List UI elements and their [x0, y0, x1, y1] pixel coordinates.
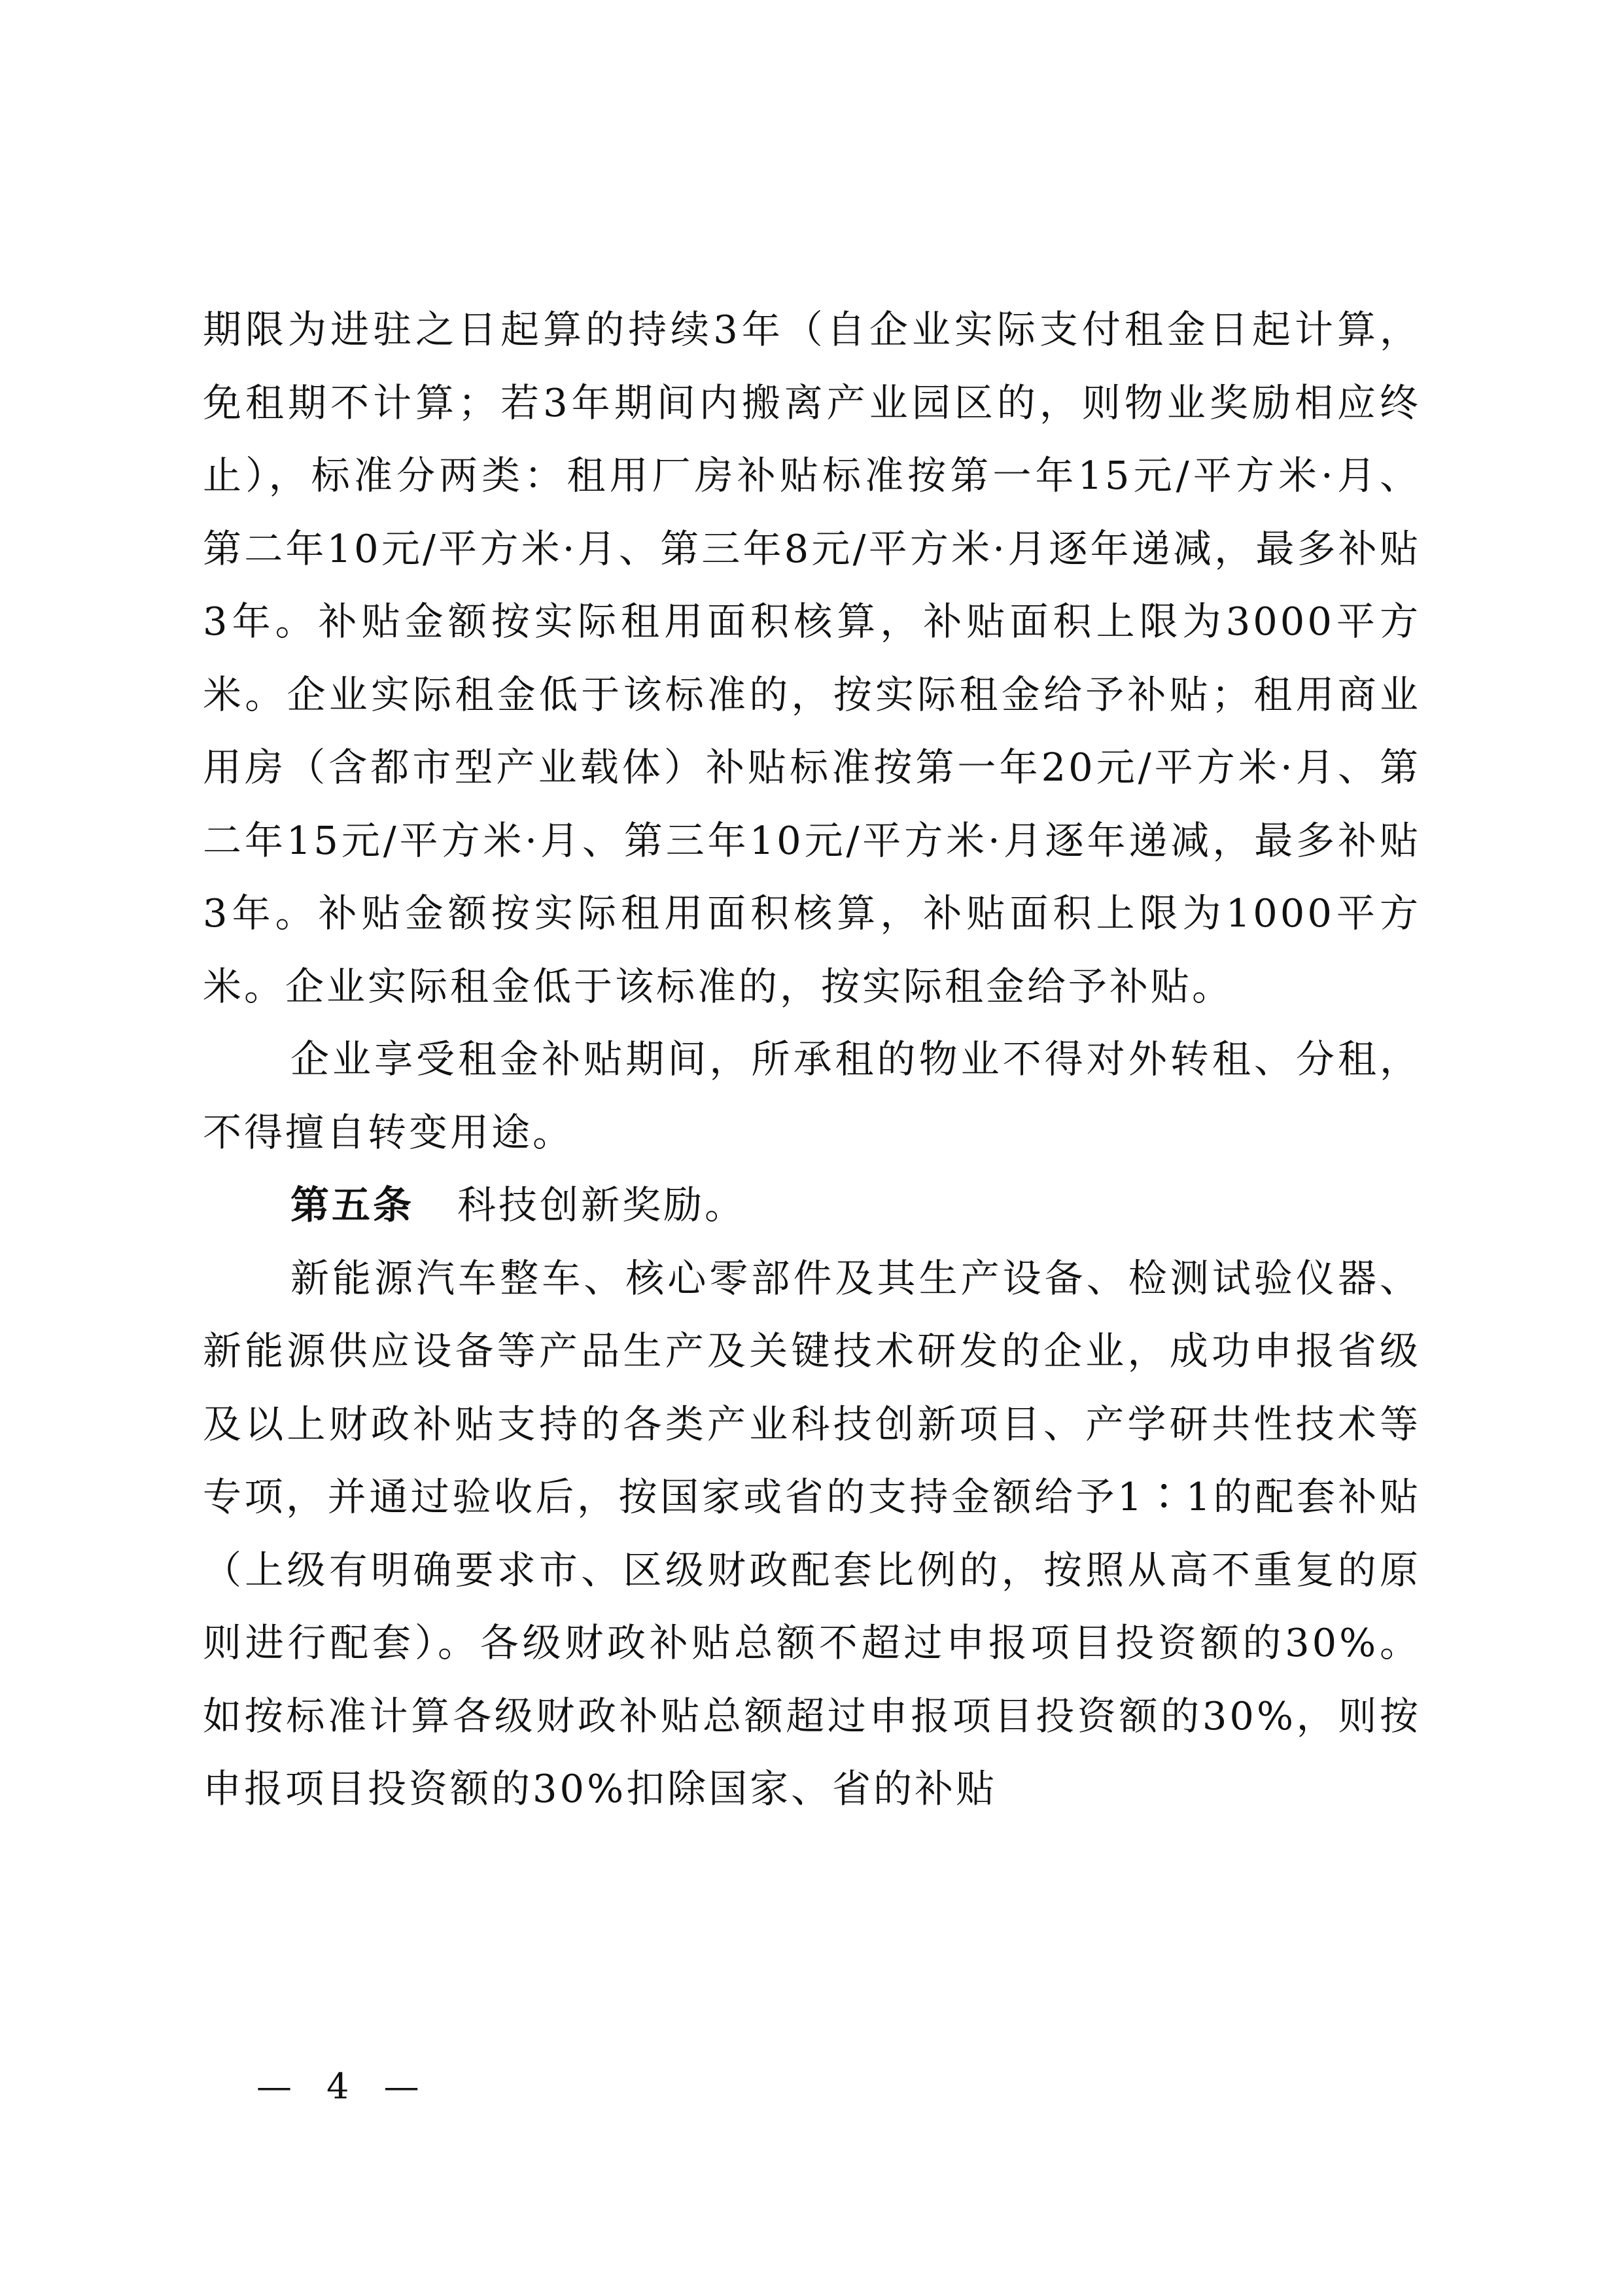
paragraph-rent-subsidy-restriction: 企业享受租金补贴期间，所承租的物业不得对外转租、分租，不得擅自转变用途。	[203, 1036, 1421, 1155]
paragraph-tech-innovation-reward: 新能源汽车整车、核心零部件及其生产设备、检测试验仪器、新能源供应设备等产品生产及关键技术研发的企业，成功申报省级及以上财政补贴支持的各类产业科技创新项目、产学研共性技术等专项，并通过验收后，按国家或省的支持金额给予1∶1的配套补贴（上级有明确要求市、区级财政配套比例的，按照从高不重复的原则进行配套）。各级财政补贴总额不超过申报项目投资额的30%。如按标准计算各级财政补贴总额超过申报项目投资额的30%，则按申报项目投资额的30%扣除国家、省的补贴	[203, 1255, 1421, 1811]
article-five-heading	[203, 1169, 1421, 1242]
page-number: — 4 —	[256, 2066, 431, 2107]
document-body	[203, 293, 1421, 1826]
article-five-title: 科技创新奖励。	[457, 1182, 746, 1227]
article-five-label: 第五条	[290, 1182, 415, 1227]
paragraph-rent-subsidy-continuation: 期限为进驻之日起算的持续3年（自企业实际支付租金日起计算，免租期不计算；若3年期间内搬离产业园区的，则物业奖励相应终止），标准分两类：租用厂房补贴标准按第一年15元/平方米·月、第二年10元/平方米·月、第三年8元/平方米·月逐年递减，最多补贴3年。补贴金额按实际租用面积核算，补贴面积上限为3000平方米。企业实际租金低于该标准的，按实际租金给予补贴；租用商业用房（含都市型产业载体）补贴标准按第一年20元/平方米·月、第二年15元/平方米·月、第三年10元/平方米·月逐年递减，最多补贴3年。补贴金额按实际租用面积核算，补贴面积上限为1000平方米。企业实际租金低于该标准的，按实际租金给予补贴。	[203, 307, 1421, 1009]
